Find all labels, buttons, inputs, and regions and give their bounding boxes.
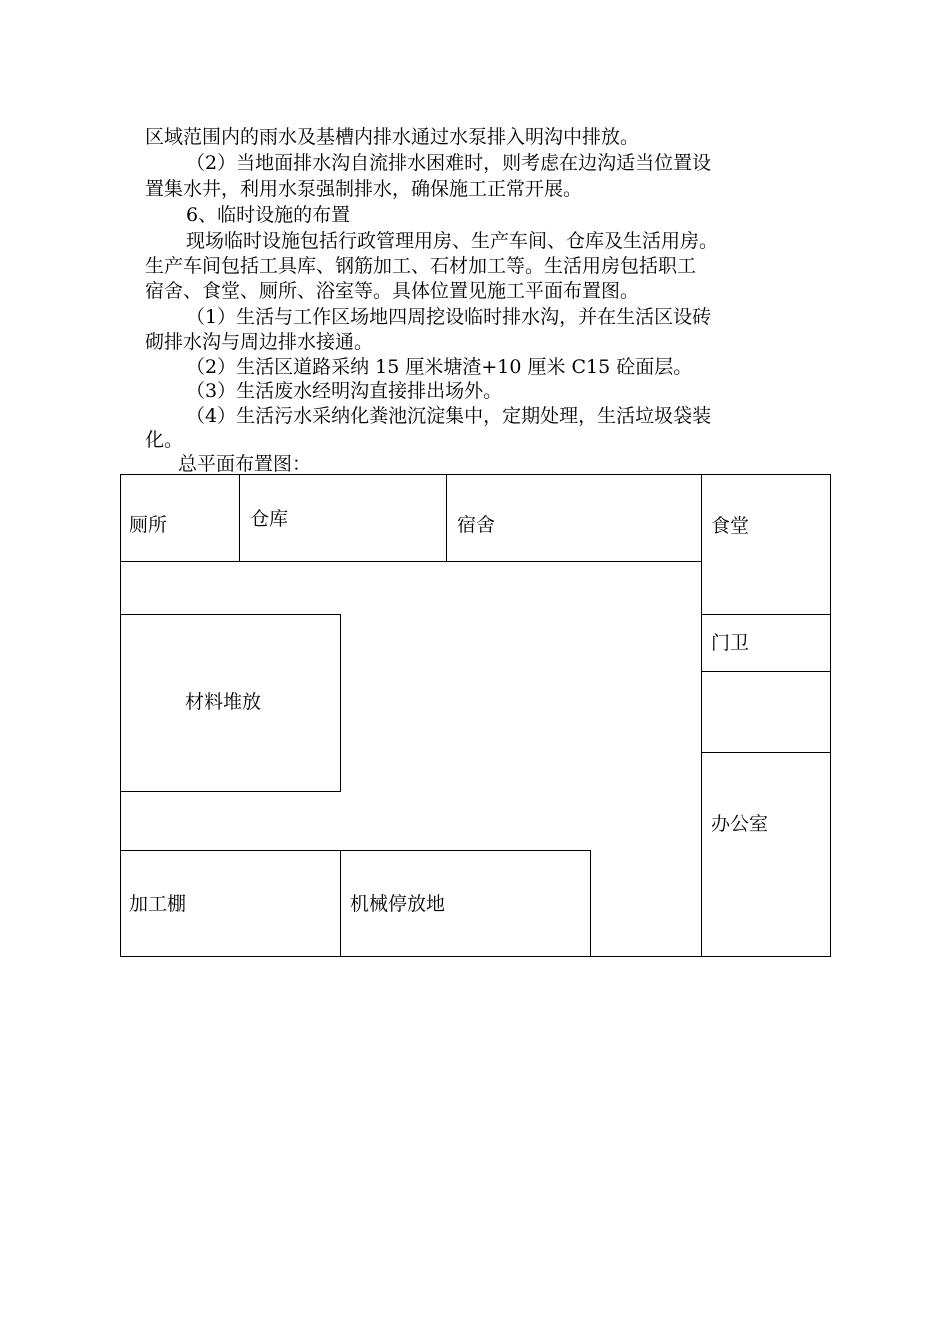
paragraph-line: 区域范围内的雨水及基槽内排水通过水泵排入明沟中排放。 [145, 126, 640, 148]
room-workshed: 加工棚 [129, 893, 187, 915]
paragraph-line: 宿舍、食堂、厕所、浴室等。具体位置见施工平面布置图。 [145, 280, 640, 302]
room-warehouse: 仓库 [250, 508, 289, 530]
paragraph-line: （3）生活废水经明沟直接排出场外。 [186, 380, 503, 402]
room-toilet: 厕所 [129, 514, 168, 536]
plan-caption: 总平面布置图： [178, 453, 312, 475]
paragraph-line: 现场临时设施包括行政管理用房、生产车间、仓库及生活用房。 [186, 230, 719, 252]
room-machinery: 机械停放地 [350, 893, 446, 915]
paragraph-line: （2）当地面排水沟自流排水困难时，则考虑在边沟适当位置设 [186, 152, 712, 174]
room-materials: 材料堆放 [185, 691, 262, 713]
section-heading: 6、临时设施的布置 [186, 204, 351, 226]
plan-outline [121, 475, 831, 957]
paragraph-line: （4）生活污水采纳化粪池沉淀集中，定期处理，生活垃圾袋装 [186, 405, 712, 427]
paragraph-line: （1）生活与工作区场地四周挖设临时排水沟，并在生活区设砖 [186, 306, 712, 328]
paragraph-line: （2）生活区道路采纳 15 厘米塘渣+10 厘米 C15 砼面层。 [186, 356, 693, 378]
paragraph-line: 砌排水沟与周边排水接通。 [145, 331, 374, 353]
room-dormitory: 宿舍 [457, 514, 496, 536]
room-canteen: 食堂 [711, 515, 750, 537]
room-office: 办公室 [711, 813, 769, 835]
paragraph-line: 置集水井，利用水泵强制排水，确保施工正常开展。 [145, 178, 583, 200]
paragraph-line: 生产车间包括工具库、钢筋加工、石材加工等。生活用房包括职工 [145, 255, 697, 277]
paragraph-line: 化。 [145, 429, 184, 451]
room-gatehouse: 门卫 [711, 632, 750, 654]
